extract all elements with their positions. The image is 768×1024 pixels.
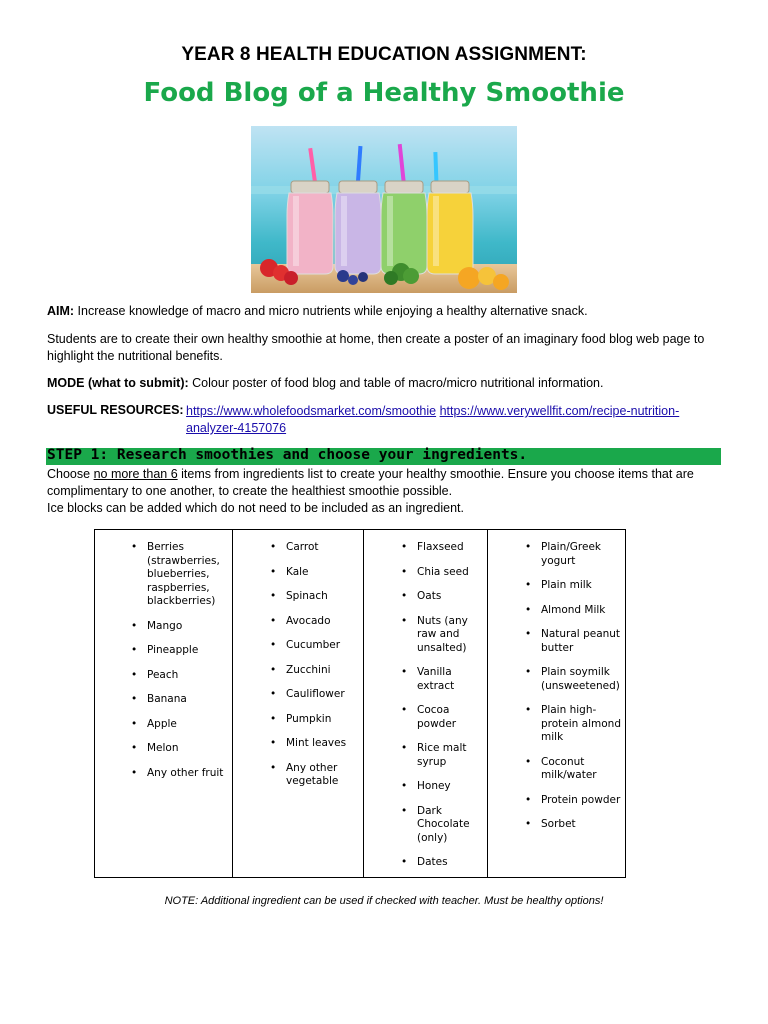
ingredient-item: [488, 704, 625, 745]
bullet-icon: •: [131, 644, 138, 656]
ingredient-item: [95, 718, 232, 732]
step-1-heading: STEP 1: Research smoothies and choose your ingredients.: [47, 447, 528, 463]
instructions-paragraph: [47, 466, 717, 517]
ingredient-label: Natural peanut butter: [541, 628, 621, 654]
ingredient-label: Any other fruit: [147, 766, 224, 779]
extras-column: [364, 530, 488, 877]
bullet-icon: •: [401, 666, 408, 678]
ingredient-label: Flaxseed: [417, 541, 464, 553]
ingredient-label: Melon: [147, 742, 179, 754]
ingredient-item: [488, 579, 625, 593]
bullet-icon: •: [525, 755, 532, 768]
ingredient-item: [95, 742, 232, 756]
bullet-icon: •: [131, 541, 138, 553]
ingredient-label: Honey: [417, 780, 451, 792]
ingredient-label: Oats: [417, 590, 442, 602]
ingredient-item: [233, 713, 363, 727]
aim-label: AIM:: [47, 304, 75, 318]
ingredient-label: Avocado: [286, 614, 331, 627]
bullet-icon: •: [131, 693, 138, 705]
fruits-column: [95, 530, 233, 877]
ingredient-label: Rice malt syrup: [417, 742, 467, 768]
bullet-icon: •: [270, 688, 277, 700]
bullet-icon: •: [270, 614, 277, 627]
ingredient-item: [488, 628, 625, 655]
bullet-icon: •: [401, 541, 408, 553]
ingredient-label: Chia seed: [417, 565, 469, 578]
wholefoods-link[interactable]: https://www.wholefoodsmarket.com/smoothie: [186, 404, 437, 418]
assignment-heading: YEAR 8 HEALTH EDUCATION ASSIGNMENT:: [181, 44, 587, 65]
ingredient-label: Cocoa powder: [417, 704, 457, 730]
ingredient-item: [488, 794, 625, 808]
ingredient-item: [364, 615, 487, 656]
ingredient-item: [233, 541, 363, 555]
ingredient-label: Peach: [147, 668, 179, 681]
bullet-icon: •: [401, 780, 408, 792]
bullet-icon: •: [401, 565, 408, 578]
mode-text: Colour poster of food blog and table of macro/micro nutritional information.: [188, 376, 604, 390]
ingredient-label: Carrot: [286, 541, 319, 553]
ingredient-item: [364, 742, 487, 769]
dairy-column: [488, 530, 625, 877]
bullet-icon: •: [525, 628, 532, 640]
bullet-icon: •: [270, 663, 277, 676]
ingredient-item: [364, 566, 487, 580]
bullet-icon: •: [270, 639, 277, 651]
ingredients-table: [94, 529, 626, 878]
ingredient-label: Plain high-protein almond milk: [541, 704, 621, 743]
ingredient-item: [95, 620, 232, 634]
ingredient-label: Apple: [147, 717, 177, 730]
ingredient-item: [233, 737, 363, 751]
ingredient-item: [95, 541, 232, 609]
intro-paragraph: Students are to create their own healthy smoothie at home, then create a poster of an imaginary food blog web page to highlight the nutritional benefits.: [47, 332, 705, 363]
ingredient-item: [233, 566, 363, 580]
ingredient-item: [364, 590, 487, 604]
bullet-icon: •: [270, 541, 277, 553]
ingredient-item: [233, 762, 363, 789]
ingredient-label: Pumpkin: [286, 712, 332, 725]
ingredient-item: [364, 780, 487, 794]
ingredient-label: Berries (strawberries, blueberries, raspberries, blackberries): [147, 541, 220, 607]
ingredient-label: Spinach: [286, 590, 328, 602]
instructions-limit: no more than 6: [93, 467, 178, 481]
bullet-icon: •: [270, 712, 277, 725]
ingredient-label: Plain soymilk (unsweetened): [541, 666, 620, 692]
ingredient-label: Plain milk: [541, 579, 592, 591]
bullet-icon: •: [525, 793, 532, 806]
ingredient-item: [233, 688, 363, 702]
ingredient-item: [364, 856, 487, 870]
smoothie-photo: [251, 126, 517, 293]
ingredient-item: [233, 615, 363, 629]
ingredient-label: Nuts (any raw and unsalted): [417, 614, 468, 654]
bullet-icon: •: [131, 742, 138, 754]
instructions-pre: Choose: [47, 467, 94, 481]
ingredient-label: Kale: [286, 565, 309, 578]
ingredient-item: [95, 767, 232, 781]
ingredient-item: [488, 756, 625, 783]
ingredient-label: Sorbet: [541, 818, 576, 830]
verywellfit-link[interactable]: https://www.verywellfit.com/recipe-nutrition-analyzer-4157076: [186, 404, 680, 435]
bullet-icon: •: [401, 856, 408, 868]
ingredient-item: [233, 590, 363, 604]
ingredient-label: Pineapple: [147, 644, 199, 656]
ingredient-item: [488, 541, 625, 568]
resources-label: USEFUL RESOURCES:: [47, 403, 184, 417]
ingredient-label: Cucumber: [286, 639, 341, 651]
ingredient-item: [95, 644, 232, 658]
ingredient-label: Plain/Greek yogurt: [541, 541, 602, 567]
bullet-icon: •: [270, 761, 277, 774]
ingredient-label: Coconut milk/water: [541, 755, 597, 781]
bullet-icon: •: [525, 603, 532, 616]
ingredient-item: [95, 693, 232, 707]
ingredient-item: [233, 664, 363, 678]
ingredient-item: [364, 666, 487, 693]
resources-links: [186, 403, 716, 437]
bullet-icon: •: [131, 668, 138, 681]
bullet-icon: •: [270, 565, 277, 578]
ingredient-item: [364, 704, 487, 731]
ingredient-label: Zucchini: [286, 663, 331, 676]
bullet-icon: •: [525, 579, 532, 591]
bullet-icon: •: [525, 704, 532, 716]
instructions-post: items from ingredients list to create your healthy smoothie. Ensure you choose items that are complimentary to one another, to create the healthiest smoothie possible.: [47, 467, 694, 498]
ingredient-item: [488, 604, 625, 618]
bullet-icon: •: [401, 614, 408, 627]
bullet-icon: •: [401, 742, 408, 754]
blog-title: Food Blog of a Healthy Smoothie: [143, 78, 625, 108]
bullet-icon: •: [401, 804, 408, 817]
aim-paragraph: [47, 303, 727, 320]
bullet-icon: •: [525, 541, 532, 553]
bullet-icon: •: [131, 717, 138, 730]
bullet-icon: •: [525, 818, 532, 830]
ingredient-item: [233, 639, 363, 653]
ingredient-label: Vanilla extract: [417, 666, 455, 692]
aim-text: Increase knowledge of macro and micro nutrients while enjoying a healthy alternative snack.: [74, 304, 588, 318]
bullet-icon: •: [270, 590, 277, 602]
ingredient-label: Almond Milk: [541, 603, 606, 616]
bullet-icon: •: [525, 666, 532, 678]
bullet-icon: •: [401, 704, 408, 716]
bullet-icon: •: [401, 590, 408, 602]
bullet-icon: •: [131, 619, 138, 632]
ingredient-item: [364, 541, 487, 555]
vegetables-column: [233, 530, 364, 877]
ingredient-label: Protein powder: [541, 793, 621, 806]
ingredient-item: [364, 805, 487, 846]
ingredient-label: Mint leaves: [286, 737, 347, 749]
ice-blocks-note: Ice blocks can be added which do not need to be included as an ingredient.: [47, 501, 464, 515]
bullet-icon: •: [270, 737, 277, 749]
ingredient-item: [488, 666, 625, 693]
ingredient-label: Cauliflower: [286, 688, 345, 700]
ingredient-item: [95, 669, 232, 683]
ingredient-label: Any other vegetable: [286, 761, 339, 787]
ingredient-label: Dates: [417, 856, 448, 868]
bullet-icon: •: [131, 766, 138, 779]
ingredient-item: [488, 818, 625, 832]
ingredient-label: Dark Chocolate (only): [417, 804, 470, 844]
mode-label: MODE (what to submit):: [47, 376, 189, 390]
ingredient-label: Banana: [147, 693, 187, 705]
ingredient-label: Mango: [147, 619, 183, 632]
teacher-note: NOTE: Additional ingredient can be used if checked with teacher. Must be healthy options!: [164, 895, 604, 907]
mode-paragraph: [47, 375, 727, 392]
